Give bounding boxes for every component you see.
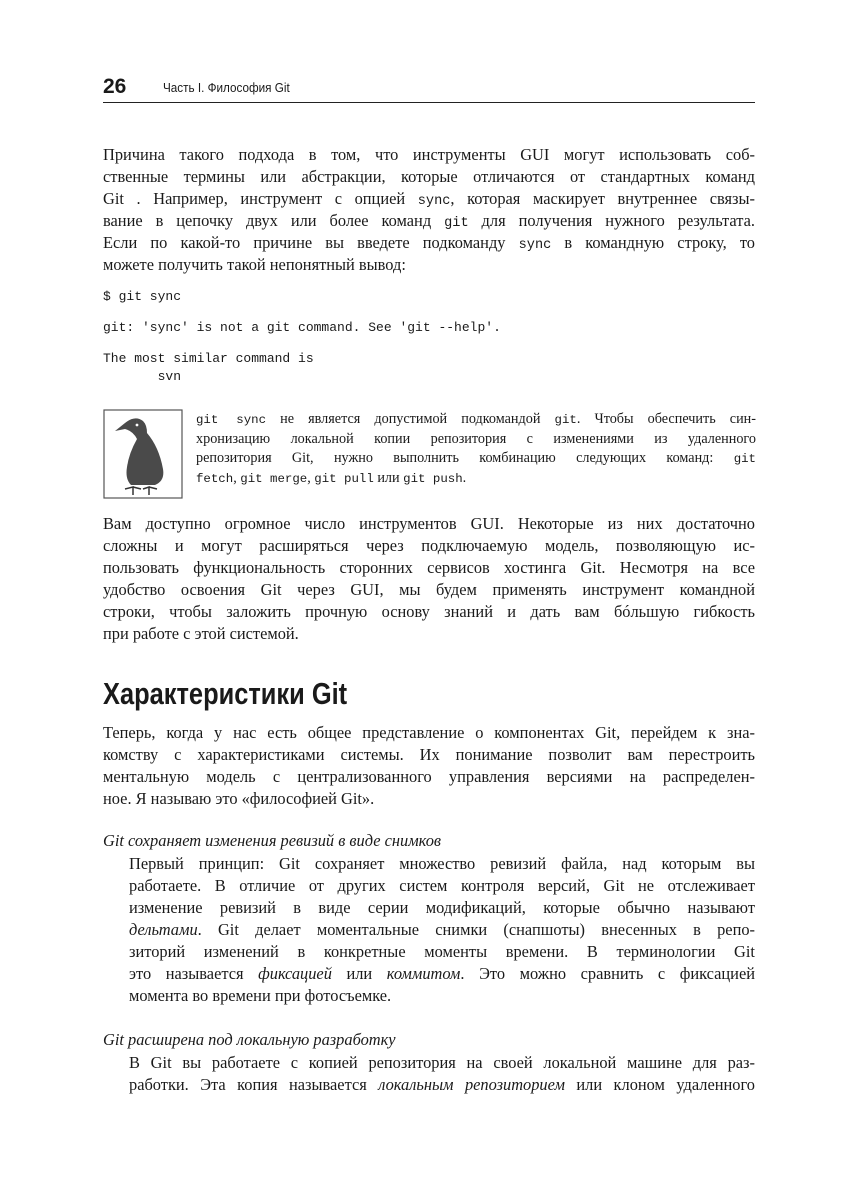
text-line: изменение ревизий в виде серии модификаций, которые обычно называют [129,898,755,917]
text-line: ментальную модель с централизованного управления версиями на распределен- [103,767,755,786]
text-line: ное. Я называю это «философией Git». [103,789,375,808]
inline-code: sync [417,194,451,209]
text-line: при работе с этой системой. [103,624,299,643]
emphasis: коммитом [386,964,461,983]
text-line: работки. Эта копия называется локальным репозиторием или клоном удаленного [129,1075,755,1094]
code-line: The most similar command is [103,351,314,366]
text-line: пользовать функциональность сторонних сервисов хостинга Git. Несмотря на все [103,558,755,577]
note-block [196,410,756,488]
emphasis: фиксацией [258,964,332,983]
text-line: момента во времени при фотосъемке. [129,986,392,1005]
term-title: Git расширена под локальную разработку [103,1030,396,1049]
text-line: Теперь, когда у нас есть общее представление о компонентах Git, перейдем к зна- [103,723,755,742]
text-line: удобство освоения Git через GUI, мы будем применять инструмент командной [103,580,755,599]
code-line: git: 'sync' is not a git command. See 'git --help'. [103,320,501,335]
text-line: Если по какой-то причине вы введете подкоманду sync в командную строку, то [103,233,755,253]
emphasis: дельтами [129,920,198,939]
inline-code: git [444,216,469,231]
term-definition [129,1052,755,1096]
inline-code: git sync [196,413,267,427]
text-line: ственные термины или абстракции, которые отличаются от стандартных команд [103,167,755,186]
page-number: 26 [103,75,127,98]
text-line: Вам доступно огромное число инструментов GUI. Некоторые из них достаточно [103,514,755,533]
running-title: Часть I. Философия Git [163,80,290,95]
crow-note-icon [103,409,183,499]
term-definition [129,853,755,1007]
text-line: репозитория Git, нужно выполнить комбинацию следующих команд: git [196,450,756,466]
inline-code: sync [518,238,552,253]
text-line: строки, чтобы заложить прочную основу знаний и дать вам бóльшую гибкость [103,602,755,621]
text-line: вание в цепочку двух или более команд git для получения нужного результата. [103,211,756,231]
text-line: комству с характеристиками системы. Их понимание позволит вам перестроить [103,745,755,764]
text-line: В Git вы работаете с копией репозитория на своей локальной машине для раз- [129,1053,755,1072]
term-title: Git сохраняет изменения ревизий в виде снимков [103,831,442,850]
text-line: работаете. В отличие от других систем контроля версий, Git не отслеживает [129,876,755,895]
code-line: svn [103,369,182,384]
inline-code: git [554,413,577,427]
intro-paragraph [103,144,755,276]
code-line: $ git sync [103,289,182,304]
text-line: Git . Например, инструмент с опцией sync, которая маскирует внутреннее связы- [103,189,755,209]
emphasis: локальным репозиторием [378,1075,565,1094]
text-line: Причина такого подхода в том, что инструменты GUI могут использовать соб- [103,145,755,164]
text-line: это называется фиксацией или коммитом. Это можно сравнить с фиксацией [129,964,756,983]
text-line: зиторий изменений в конкретные моменты времени. В терминологии Git [129,942,755,961]
text-line: можете получить такой непонятный вывод: [103,255,406,274]
text-line: сложны и могут расширяться через подключаемую модель, позволяющую ис- [103,536,755,555]
page-header [103,74,755,103]
text-line: Первый принцип: Git сохраняет множество ревизий файла, над которым вы [129,854,755,873]
text-line: git sync не является допустимой подкомандой git. Чтобы обеспечить син- [196,411,756,427]
text-line: хронизацию локальной копии репозитория с изменениями из удаленного [196,430,756,447]
text-line: fetch, git merge, git pull или git push. [196,469,467,486]
inline-code: git [733,452,756,466]
section-heading: Характеристики Git [103,676,348,711]
gui-paragraph [103,513,755,645]
text-line: дельтами. Git делает моментальные снимки (снапшоты) внесенных в репо- [129,920,755,939]
section-intro-paragraph [103,722,755,810]
